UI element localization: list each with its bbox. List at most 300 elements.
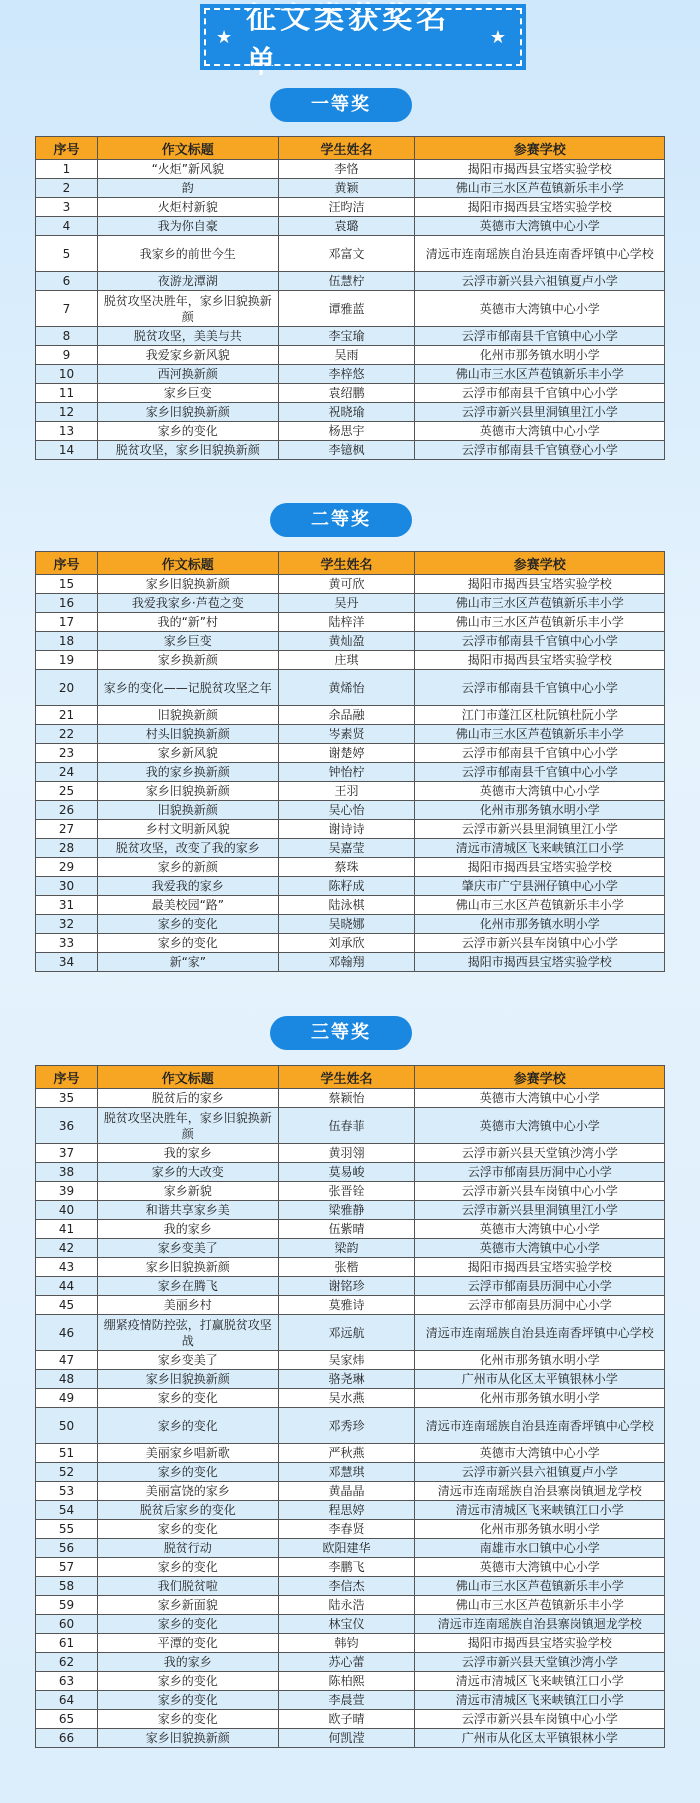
- cell-student-name: 伍紫晴: [278, 1220, 415, 1239]
- cell-essay-title: 最美校园“路”: [97, 896, 278, 915]
- cell-school-name: 英德市大湾镇中心小学: [415, 291, 665, 327]
- table-row: [36, 1634, 665, 1653]
- cell-school-name: 云浮市新兴县天堂镇沙湾小学: [415, 1653, 665, 1672]
- cell-row-number: 65: [36, 1710, 98, 1729]
- column-header-row-number: 序号: [36, 552, 98, 575]
- cell-student-name: 梁韵: [278, 1239, 415, 1258]
- cell-school-name: 佛山市三水区芦苞镇新乐丰小学: [415, 365, 665, 384]
- table-row: [36, 877, 665, 896]
- cell-student-name: 吴嘉莹: [278, 839, 415, 858]
- cell-essay-title: 我家乡的前世今生: [97, 236, 278, 272]
- cell-school-name: 清远市清城区飞来峡镇江口小学: [415, 839, 665, 858]
- cell-school-name: 江门市蓬江区杜阮镇杜阮小学: [415, 706, 665, 725]
- cell-school-name: 清远市连南瑶族自治县连南香坪镇中心学校: [415, 1315, 665, 1351]
- table-row: [36, 327, 665, 346]
- table-row: [36, 1258, 665, 1277]
- table-row: [36, 763, 665, 782]
- cell-school-name: 揭阳市揭西县宝塔实验学校: [415, 858, 665, 877]
- cell-student-name: 李信杰: [278, 1577, 415, 1596]
- table-row: [36, 725, 665, 744]
- cell-row-number: 63: [36, 1672, 98, 1691]
- table-row: [36, 403, 665, 422]
- cell-essay-title: 家乡的大改变: [97, 1163, 278, 1182]
- cell-row-number: 29: [36, 858, 98, 877]
- cell-student-name: 黄晶晶: [278, 1482, 415, 1501]
- cell-essay-title: 我爱我的家乡: [97, 877, 278, 896]
- cell-school-name: 云浮市郁南县历洞中心小学: [415, 1277, 665, 1296]
- cell-school-name: 揭阳市揭西县宝塔实验学校: [415, 198, 665, 217]
- cell-school-name: 佛山市三水区芦苞镇新乐丰小学: [415, 896, 665, 915]
- cell-school-name: 清远市清城区飞来峡镇江口小学: [415, 1672, 665, 1691]
- cell-school-name: 揭阳市揭西县宝塔实验学校: [415, 1258, 665, 1277]
- table-row: [36, 1220, 665, 1239]
- cell-student-name: 邓秀珍: [278, 1408, 415, 1444]
- cell-row-number: 56: [36, 1539, 98, 1558]
- table-row: [36, 1672, 665, 1691]
- cell-essay-title: 我的“新”村: [97, 613, 278, 632]
- cell-student-name: 伍春菲: [278, 1108, 415, 1144]
- star-icon: ★: [216, 26, 237, 48]
- table-row: [36, 594, 665, 613]
- cell-row-number: 27: [36, 820, 98, 839]
- cell-student-name: 骆尧琳: [278, 1370, 415, 1389]
- cell-student-name: 蔡颖怡: [278, 1089, 415, 1108]
- table-row: [36, 1577, 665, 1596]
- table-row: [36, 1144, 665, 1163]
- cell-student-name: 余品融: [278, 706, 415, 725]
- cell-row-number: 48: [36, 1370, 98, 1389]
- cell-essay-title: 西河换新颜: [97, 365, 278, 384]
- cell-essay-title: 家乡旧貌换新颜: [97, 782, 278, 801]
- cell-essay-title: 家乡巨变: [97, 384, 278, 403]
- cell-school-name: 云浮市郁南县千官镇中心小学: [415, 744, 665, 763]
- cell-student-name: 黄颖: [278, 179, 415, 198]
- cell-school-name: 英德市大湾镇中心小学: [415, 1558, 665, 1577]
- table-row: [36, 198, 665, 217]
- table-row: [36, 575, 665, 594]
- cell-row-number: 22: [36, 725, 98, 744]
- cell-school-name: 化州市那务镇水明小学: [415, 1520, 665, 1539]
- cell-essay-title: 旧貌换新颜: [97, 706, 278, 725]
- cell-school-name: 英德市大湾镇中心小学: [415, 1239, 665, 1258]
- cell-essay-title: 家乡旧貌换新颜: [97, 1370, 278, 1389]
- cell-student-name: 汪昀洁: [278, 198, 415, 217]
- cell-school-name: 揭阳市揭西县宝塔实验学校: [415, 651, 665, 670]
- cell-essay-title: 美丽富饶的家乡: [97, 1482, 278, 1501]
- cell-essay-title: 家乡旧貌换新颜: [97, 1729, 278, 1748]
- cell-essay-title: 家乡换新颜: [97, 651, 278, 670]
- cell-essay-title: 脱贫行动: [97, 1539, 278, 1558]
- cell-essay-title: 家乡旧貌换新颜: [97, 575, 278, 594]
- cell-student-name: 陈柏熙: [278, 1672, 415, 1691]
- cell-school-name: 佛山市三水区芦苞镇新乐丰小学: [415, 725, 665, 744]
- cell-school-name: 清远市连南瑶族自治县连南香坪镇中心学校: [415, 1408, 665, 1444]
- cell-essay-title: 家乡的变化: [97, 422, 278, 441]
- cell-school-name: 佛山市三水区芦苞镇新乐丰小学: [415, 613, 665, 632]
- cell-school-name: 云浮市新兴县车岗镇中心小学: [415, 934, 665, 953]
- column-header-essay-title: 作文标题: [97, 552, 278, 575]
- cell-school-name: 化州市那务镇水明小学: [415, 346, 665, 365]
- cell-row-number: 8: [36, 327, 98, 346]
- cell-essay-title: 家乡的新颜: [97, 858, 278, 877]
- cell-essay-title: 我的家乡: [97, 1220, 278, 1239]
- cell-student-name: 黄可欣: [278, 575, 415, 594]
- table-row: [36, 1596, 665, 1615]
- cell-school-name: 化州市那务镇水明小学: [415, 1389, 665, 1408]
- cell-essay-title: 我的家乡换新颜: [97, 763, 278, 782]
- column-header-school-name: 参赛学校: [415, 1066, 665, 1089]
- cell-essay-title: 旧貌换新颜: [97, 801, 278, 820]
- column-header-essay-title: 作文标题: [97, 137, 278, 160]
- cell-essay-title: 家乡新貌: [97, 1182, 278, 1201]
- cell-essay-title: 脱贫攻坚，美美与共: [97, 327, 278, 346]
- cell-student-name: 蔡珠: [278, 858, 415, 877]
- table-row: [36, 422, 665, 441]
- cell-student-name: 李晨萱: [278, 1691, 415, 1710]
- cell-student-name: 陆梓洋: [278, 613, 415, 632]
- cell-student-name: 黄烯怡: [278, 670, 415, 706]
- table-row: [36, 1444, 665, 1463]
- cell-essay-title: 脱贫后的家乡: [97, 1089, 278, 1108]
- cell-school-name: 清远市连南瑶族自治县连南香坪镇中心学校: [415, 236, 665, 272]
- table-row: [36, 915, 665, 934]
- cell-row-number: 50: [36, 1408, 98, 1444]
- table-row: [36, 670, 665, 706]
- cell-essay-title: 脱贫攻坚，家乡旧貌换新颜: [97, 441, 278, 460]
- cell-essay-title: 家乡旧貌换新颜: [97, 403, 278, 422]
- cell-essay-title: 我的家乡: [97, 1144, 278, 1163]
- second-prize-table: [35, 551, 665, 972]
- table-row: [36, 160, 665, 179]
- cell-row-number: 12: [36, 403, 98, 422]
- cell-school-name: 云浮市郁南县千官镇登心小学: [415, 441, 665, 460]
- cell-school-name: 云浮市新兴县车岗镇中心小学: [415, 1182, 665, 1201]
- cell-essay-title: 家乡的变化: [97, 1558, 278, 1577]
- cell-essay-title: 火炬村新貌: [97, 198, 278, 217]
- cell-student-name: 邓富文: [278, 236, 415, 272]
- cell-school-name: 佛山市三水区芦苞镇新乐丰小学: [415, 1577, 665, 1596]
- cell-school-name: 英德市大湾镇中心小学: [415, 1089, 665, 1108]
- cell-essay-title: 村头旧貌换新颜: [97, 725, 278, 744]
- cell-row-number: 2: [36, 179, 98, 198]
- table-row: [36, 1482, 665, 1501]
- cell-row-number: 15: [36, 575, 98, 594]
- cell-row-number: 16: [36, 594, 98, 613]
- cell-school-name: 揭阳市揭西县宝塔实验学校: [415, 1634, 665, 1653]
- cell-essay-title: 家乡的变化: [97, 1691, 278, 1710]
- cell-row-number: 11: [36, 384, 98, 403]
- cell-school-name: 云浮市新兴县六祖镇夏卢小学: [415, 272, 665, 291]
- cell-row-number: 32: [36, 915, 98, 934]
- column-header-row-number: 序号: [36, 137, 98, 160]
- cell-row-number: 36: [36, 1108, 98, 1144]
- cell-student-name: 邓翰翔: [278, 953, 415, 972]
- cell-essay-title: 家乡在腾飞: [97, 1277, 278, 1296]
- cell-school-name: 揭阳市揭西县宝塔实验学校: [415, 953, 665, 972]
- cell-row-number: 18: [36, 632, 98, 651]
- cell-essay-title: 韵: [97, 179, 278, 198]
- cell-row-number: 14: [36, 441, 98, 460]
- cell-essay-title: 脱贫攻坚决胜年，家乡旧貌换新颜: [97, 291, 278, 327]
- cell-school-name: 清远市连南瑶族自治县寨岗镇迴龙学校: [415, 1482, 665, 1501]
- cell-essay-title: 家乡的变化: [97, 1672, 278, 1691]
- table-row: [36, 820, 665, 839]
- cell-row-number: 51: [36, 1444, 98, 1463]
- table-row: [36, 179, 665, 198]
- cell-essay-title: 我爱我家乡·芦苞之变: [97, 594, 278, 613]
- cell-student-name: 张晋铨: [278, 1182, 415, 1201]
- cell-school-name: 广州市从化区太平镇银林小学: [415, 1729, 665, 1748]
- cell-school-name: 佛山市三水区芦苞镇新乐丰小学: [415, 1596, 665, 1615]
- cell-student-name: 莫雅诗: [278, 1296, 415, 1315]
- cell-row-number: 34: [36, 953, 98, 972]
- column-header-student-name: 学生姓名: [278, 1066, 415, 1089]
- table-row: [36, 1558, 665, 1577]
- cell-school-name: 云浮市新兴县里洞镇里江小学: [415, 403, 665, 422]
- cell-row-number: 19: [36, 651, 98, 670]
- cell-row-number: 46: [36, 1315, 98, 1351]
- column-header-school-name: 参赛学校: [415, 137, 665, 160]
- cell-student-name: 梁雅静: [278, 1201, 415, 1220]
- cell-student-name: 刘承欣: [278, 934, 415, 953]
- cell-student-name: 吴雨: [278, 346, 415, 365]
- table-row: [36, 1201, 665, 1220]
- cell-student-name: 谢楚婷: [278, 744, 415, 763]
- cell-student-name: 祝晓瑜: [278, 403, 415, 422]
- cell-school-name: 清远市清城区飞来峡镇江口小学: [415, 1691, 665, 1710]
- table-row: [36, 1108, 665, 1144]
- cell-school-name: 云浮市新兴县里洞镇里江小学: [415, 820, 665, 839]
- cell-essay-title: 我的家乡: [97, 1653, 278, 1672]
- cell-essay-title: 脱贫攻坚决胜年，家乡旧貌换新颜: [97, 1108, 278, 1144]
- cell-essay-title: 我为你自豪: [97, 217, 278, 236]
- cell-student-name: 吴晓娜: [278, 915, 415, 934]
- table-row: [36, 1370, 665, 1389]
- table-row: [36, 365, 665, 384]
- table-row: [36, 934, 665, 953]
- table-row: [36, 1351, 665, 1370]
- cell-student-name: 韩钧: [278, 1634, 415, 1653]
- cell-row-number: 39: [36, 1182, 98, 1201]
- cell-student-name: 欧阳建华: [278, 1539, 415, 1558]
- cell-essay-title: 美丽乡村: [97, 1296, 278, 1315]
- cell-row-number: 62: [36, 1653, 98, 1672]
- cell-row-number: 59: [36, 1596, 98, 1615]
- column-header-row-number: 序号: [36, 1066, 98, 1089]
- cell-essay-title: 家乡的变化: [97, 934, 278, 953]
- cell-school-name: 清远市清城区飞来峡镇江口小学: [415, 1501, 665, 1520]
- cell-row-number: 35: [36, 1089, 98, 1108]
- cell-school-name: 佛山市三水区芦苞镇新乐丰小学: [415, 594, 665, 613]
- cell-student-name: 袁璐: [278, 217, 415, 236]
- cell-row-number: 28: [36, 839, 98, 858]
- cell-student-name: 邓远航: [278, 1315, 415, 1351]
- cell-school-name: 云浮市新兴县六祖镇夏卢小学: [415, 1463, 665, 1482]
- cell-essay-title: 我们脱贫啦: [97, 1577, 278, 1596]
- cell-row-number: 25: [36, 782, 98, 801]
- cell-student-name: 李恪: [278, 160, 415, 179]
- cell-essay-title: 乡村文明新风貌: [97, 820, 278, 839]
- cell-row-number: 60: [36, 1615, 98, 1634]
- cell-row-number: 66: [36, 1729, 98, 1748]
- table-row: [36, 858, 665, 877]
- cell-student-name: 钟怡柠: [278, 763, 415, 782]
- cell-row-number: 40: [36, 1201, 98, 1220]
- cell-essay-title: 家乡变美了: [97, 1239, 278, 1258]
- cell-school-name: 云浮市郁南县千官镇中心小学: [415, 763, 665, 782]
- cell-essay-title: 新“家”: [97, 953, 278, 972]
- table-row: [36, 272, 665, 291]
- cell-school-name: 云浮市郁南县千官镇中心小学: [415, 384, 665, 403]
- cell-student-name: 谢铭珍: [278, 1277, 415, 1296]
- cell-student-name: 吴家炜: [278, 1351, 415, 1370]
- cell-row-number: 23: [36, 744, 98, 763]
- cell-student-name: 李春贤: [278, 1520, 415, 1539]
- cell-student-name: 袁绍鹏: [278, 384, 415, 403]
- column-header-student-name: 学生姓名: [278, 552, 415, 575]
- table-row: [36, 1615, 665, 1634]
- cell-student-name: 陆永浩: [278, 1596, 415, 1615]
- table-row: [36, 839, 665, 858]
- cell-row-number: 13: [36, 422, 98, 441]
- cell-student-name: 庄琪: [278, 651, 415, 670]
- cell-school-name: 英德市大湾镇中心小学: [415, 1444, 665, 1463]
- cell-row-number: 24: [36, 763, 98, 782]
- cell-essay-title: 家乡的变化: [97, 1615, 278, 1634]
- page-title: 征文类获奖名单: [246, 1, 451, 80]
- cell-row-number: 33: [36, 934, 98, 953]
- cell-essay-title: 我爱家乡新风貌: [97, 346, 278, 365]
- cell-row-number: 57: [36, 1558, 98, 1577]
- cell-school-name: 英德市大湾镇中心小学: [415, 782, 665, 801]
- cell-student-name: 莫易峻: [278, 1163, 415, 1182]
- cell-school-name: 英德市大湾镇中心小学: [415, 422, 665, 441]
- star-icon: ★: [489, 26, 510, 48]
- column-header-essay-title: 作文标题: [97, 1066, 278, 1089]
- cell-school-name: 广州市从化区太平镇银林小学: [415, 1370, 665, 1389]
- cell-student-name: 李宝瑜: [278, 327, 415, 346]
- cell-school-name: 云浮市郁南县千官镇中心小学: [415, 670, 665, 706]
- cell-essay-title: 脱贫攻坚，改变了我的家乡: [97, 839, 278, 858]
- cell-school-name: 化州市那务镇水明小学: [415, 801, 665, 820]
- cell-school-name: 英德市大湾镇中心小学: [415, 1108, 665, 1144]
- cell-row-number: 10: [36, 365, 98, 384]
- table-row: [36, 1710, 665, 1729]
- table-row: [36, 632, 665, 651]
- cell-school-name: 云浮市新兴县里洞镇里江小学: [415, 1201, 665, 1220]
- cell-essay-title: 夜游龙潭湖: [97, 272, 278, 291]
- first-prize-table: [35, 136, 665, 460]
- table-row: [36, 1408, 665, 1444]
- cell-essay-title: 家乡旧貌换新颜: [97, 1258, 278, 1277]
- table-row: [36, 441, 665, 460]
- cell-row-number: 17: [36, 613, 98, 632]
- cell-student-name: 程思婷: [278, 1501, 415, 1520]
- cell-student-name: 吴心怡: [278, 801, 415, 820]
- cell-row-number: 53: [36, 1482, 98, 1501]
- table-row: [36, 236, 665, 272]
- table-row: [36, 1729, 665, 1748]
- cell-student-name: 吴水燕: [278, 1389, 415, 1408]
- cell-row-number: 5: [36, 236, 98, 272]
- cell-student-name: 苏心蕾: [278, 1653, 415, 1672]
- cell-student-name: 王羽: [278, 782, 415, 801]
- cell-row-number: 64: [36, 1691, 98, 1710]
- cell-row-number: 55: [36, 1520, 98, 1539]
- cell-student-name: 伍慧柠: [278, 272, 415, 291]
- table-row: [36, 1389, 665, 1408]
- table-row: [36, 1539, 665, 1558]
- cell-school-name: 英德市大湾镇中心小学: [415, 217, 665, 236]
- table-row: [36, 291, 665, 327]
- cell-student-name: 吴丹: [278, 594, 415, 613]
- cell-school-name: 云浮市郁南县历洞中心小学: [415, 1296, 665, 1315]
- cell-school-name: 揭阳市揭西县宝塔实验学校: [415, 575, 665, 594]
- table-row: [36, 1463, 665, 1482]
- cell-essay-title: 家乡新风貌: [97, 744, 278, 763]
- cell-school-name: 佛山市三水区芦苞镇新乐丰小学: [415, 179, 665, 198]
- cell-essay-title: 平潭的变化: [97, 1634, 278, 1653]
- table-row: [36, 1653, 665, 1672]
- cell-essay-title: 家乡的变化: [97, 1710, 278, 1729]
- cell-student-name: 何凯滢: [278, 1729, 415, 1748]
- cell-student-name: 李鹏飞: [278, 1558, 415, 1577]
- cell-school-name: 云浮市郁南县历洞中心小学: [415, 1163, 665, 1182]
- cell-essay-title: 脱贫后家乡的变化: [97, 1501, 278, 1520]
- cell-student-name: 杨思宇: [278, 422, 415, 441]
- table-row: [36, 1296, 665, 1315]
- cell-row-number: 6: [36, 272, 98, 291]
- cell-essay-title: 家乡的变化: [97, 915, 278, 934]
- table-row: [36, 1182, 665, 1201]
- table-row: [36, 706, 665, 725]
- cell-row-number: 42: [36, 1239, 98, 1258]
- cell-student-name: 欧子晴: [278, 1710, 415, 1729]
- cell-school-name: 肇庆市广宁县洲仔镇中心小学: [415, 877, 665, 896]
- cell-row-number: 9: [36, 346, 98, 365]
- cell-school-name: 云浮市郁南县千官镇中心小学: [415, 327, 665, 346]
- cell-school-name: 云浮市新兴县车岗镇中心小学: [415, 1710, 665, 1729]
- cell-essay-title: “火炬”新风貌: [97, 160, 278, 179]
- table-header-row: [36, 1066, 665, 1089]
- cell-row-number: 58: [36, 1577, 98, 1596]
- cell-row-number: 44: [36, 1277, 98, 1296]
- cell-essay-title: 绷紧疫情防控弦，打赢脱贫攻坚战: [97, 1315, 278, 1351]
- cell-row-number: 31: [36, 896, 98, 915]
- table-row: [36, 217, 665, 236]
- table-row: [36, 651, 665, 670]
- cell-essay-title: 家乡变美了: [97, 1351, 278, 1370]
- cell-row-number: 45: [36, 1296, 98, 1315]
- table-row: [36, 1277, 665, 1296]
- cell-student-name: 李梓悠: [278, 365, 415, 384]
- table-row: [36, 1691, 665, 1710]
- cell-row-number: 7: [36, 291, 98, 327]
- table-row: [36, 384, 665, 403]
- cell-row-number: 47: [36, 1351, 98, 1370]
- cell-student-name: 陆泳棋: [278, 896, 415, 915]
- cell-essay-title: 家乡的变化: [97, 1520, 278, 1539]
- cell-student-name: 张楷: [278, 1258, 415, 1277]
- cell-essay-title: 美丽家乡唱新歌: [97, 1444, 278, 1463]
- cell-row-number: 21: [36, 706, 98, 725]
- section-label-second-prize: 二等奖: [270, 503, 412, 537]
- table-header-row: [36, 137, 665, 160]
- table-row: [36, 1239, 665, 1258]
- table-row: [36, 782, 665, 801]
- column-header-school-name: 参赛学校: [415, 552, 665, 575]
- table-row: [36, 953, 665, 972]
